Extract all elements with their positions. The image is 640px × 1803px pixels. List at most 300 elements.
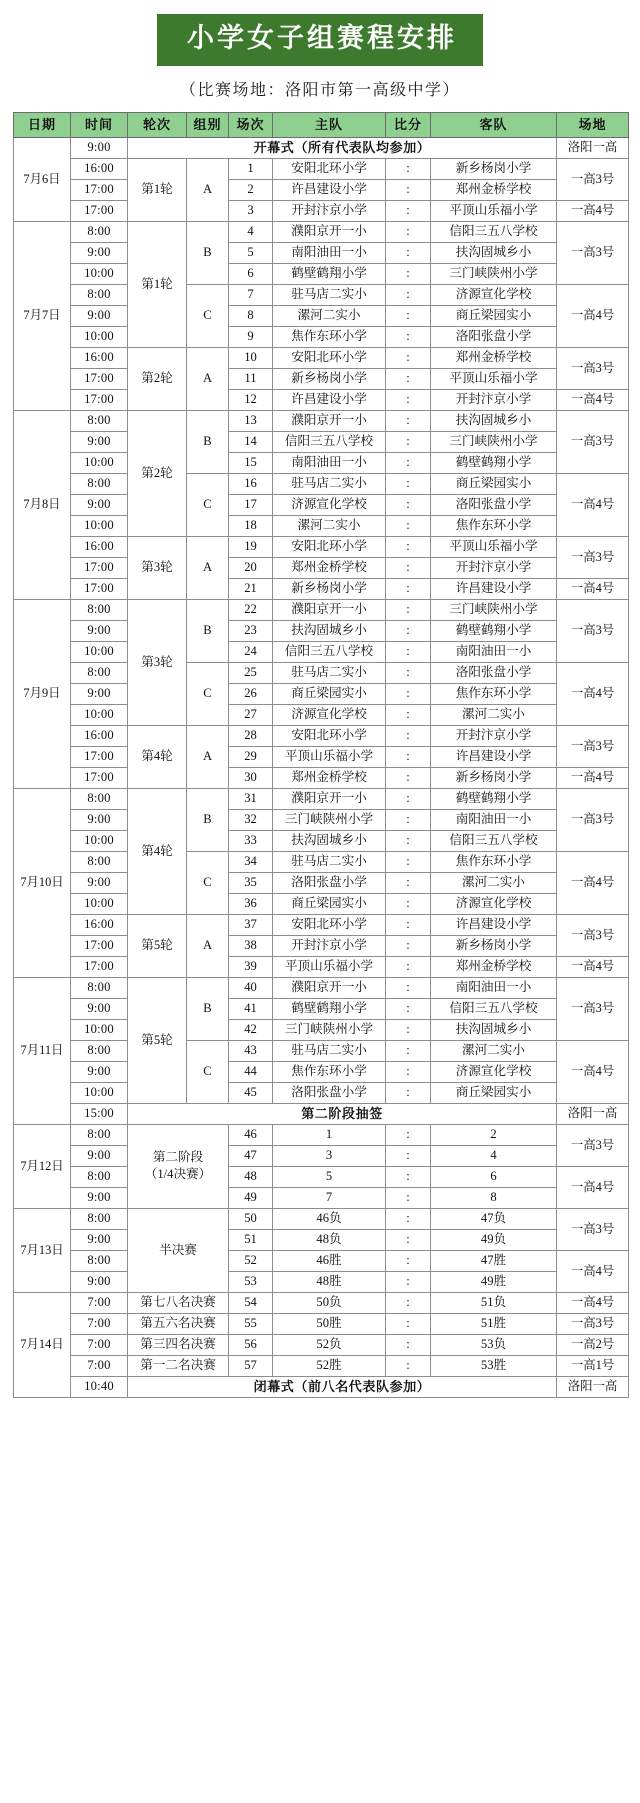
group-cell: A xyxy=(187,536,229,599)
time-cell: 10:00 xyxy=(71,830,128,851)
score-cell: : xyxy=(386,410,431,431)
time-cell: 9:00 xyxy=(71,620,128,641)
score-cell: : xyxy=(386,893,431,914)
venue-cell: 一高3号 xyxy=(557,1124,629,1166)
time-cell: 7:00 xyxy=(71,1355,128,1376)
away-team-cell: 8 xyxy=(431,1187,557,1208)
group-cell: A xyxy=(187,158,229,221)
away-team-cell: 郑州金桥学校 xyxy=(431,179,557,200)
away-team-cell: 鹤壁鹤翔小学 xyxy=(431,452,557,473)
title-container xyxy=(0,0,640,66)
home-team-cell: 济源宣化学校 xyxy=(273,494,386,515)
match-number-cell: 45 xyxy=(229,1082,273,1103)
home-team-cell: 信阳三五八学校 xyxy=(273,431,386,452)
score-cell: : xyxy=(386,1040,431,1061)
score-cell: : xyxy=(386,1187,431,1208)
match-row xyxy=(14,662,629,683)
col-header-match: 场次 xyxy=(229,112,273,137)
match-number-cell: 42 xyxy=(229,1019,273,1040)
match-number-cell: 48 xyxy=(229,1166,273,1187)
score-cell: : xyxy=(386,683,431,704)
group-cell: C xyxy=(187,284,229,347)
score-cell: : xyxy=(386,1271,431,1292)
match-row xyxy=(14,242,629,263)
away-team-cell: 许昌建设小学 xyxy=(431,578,557,599)
table-header xyxy=(14,112,629,137)
match-number-cell: 1 xyxy=(229,158,273,179)
away-team-cell: 6 xyxy=(431,1166,557,1187)
home-team-cell: 7 xyxy=(273,1187,386,1208)
time-cell: 10:00 xyxy=(71,1019,128,1040)
time-cell: 9:00 xyxy=(71,137,128,158)
away-team-cell: 新乡杨岗小学 xyxy=(431,767,557,788)
match-number-cell: 57 xyxy=(229,1355,273,1376)
match-number-cell: 27 xyxy=(229,704,273,725)
group-cell: B xyxy=(187,977,229,1040)
date-cell: 7月14日 xyxy=(14,1292,71,1397)
score-cell: : xyxy=(386,452,431,473)
score-cell: : xyxy=(386,305,431,326)
score-cell: : xyxy=(386,767,431,788)
home-team-cell: 安阳北环小学 xyxy=(273,347,386,368)
date-cell: 7月9日 xyxy=(14,599,71,788)
time-cell: 9:00 xyxy=(71,1187,128,1208)
home-team-cell: 济源宣化学校 xyxy=(273,704,386,725)
date-cell: 7月10日 xyxy=(14,788,71,977)
score-cell: : xyxy=(386,284,431,305)
score-cell: : xyxy=(386,1145,431,1166)
score-cell: : xyxy=(386,620,431,641)
home-team-cell: 扶沟固城乡小 xyxy=(273,620,386,641)
home-team-cell: 濮阳京开一小 xyxy=(273,221,386,242)
score-cell: : xyxy=(386,1334,431,1355)
match-number-cell: 10 xyxy=(229,347,273,368)
group-cell: C xyxy=(187,851,229,914)
away-team-cell: 焦作东环小学 xyxy=(431,683,557,704)
group-cell: A xyxy=(187,914,229,977)
time-cell: 10:00 xyxy=(71,452,128,473)
match-row xyxy=(14,641,629,662)
away-team-cell: 许昌建设小学 xyxy=(431,914,557,935)
away-team-cell: 开封汴京小学 xyxy=(431,725,557,746)
match-row xyxy=(14,893,629,914)
away-team-cell: 济源宣化学校 xyxy=(431,1061,557,1082)
away-team-cell: 51胜 xyxy=(431,1313,557,1334)
away-team-cell: 南阳油田一小 xyxy=(431,809,557,830)
time-cell: 17:00 xyxy=(71,767,128,788)
match-row xyxy=(14,1355,629,1376)
col-header-home: 主队 xyxy=(273,112,386,137)
home-team-cell: 48胜 xyxy=(273,1271,386,1292)
match-row xyxy=(14,326,629,347)
match-row xyxy=(14,1271,629,1292)
time-cell: 9:00 xyxy=(71,494,128,515)
venue-cell: 一高4号 xyxy=(557,1166,629,1208)
away-team-cell: 三门峡陕州小学 xyxy=(431,431,557,452)
home-team-cell: 46胜 xyxy=(273,1250,386,1271)
match-number-cell: 32 xyxy=(229,809,273,830)
round-cell: 第1轮 xyxy=(128,221,187,347)
time-cell: 9:00 xyxy=(71,1145,128,1166)
score-cell: : xyxy=(386,431,431,452)
away-team-cell: 鹤壁鹤翔小学 xyxy=(431,788,557,809)
away-team-cell: 许昌建设小学 xyxy=(431,746,557,767)
venue-cell: 一高4号 xyxy=(557,1292,629,1313)
match-row xyxy=(14,158,629,179)
match-number-cell: 33 xyxy=(229,830,273,851)
away-team-cell: 开封汴京小学 xyxy=(431,557,557,578)
match-row xyxy=(14,410,629,431)
special-event-cell: 开幕式（所有代表队均参加） xyxy=(128,137,557,158)
venue-cell: 一高4号 xyxy=(557,956,629,977)
round-cell: 第一二名决赛 xyxy=(128,1355,229,1376)
home-team-cell: 濮阳京开一小 xyxy=(273,410,386,431)
match-number-cell: 54 xyxy=(229,1292,273,1313)
score-cell: : xyxy=(386,1166,431,1187)
match-number-cell: 55 xyxy=(229,1313,273,1334)
home-team-cell: 焦作东环小学 xyxy=(273,326,386,347)
match-number-cell: 3 xyxy=(229,200,273,221)
time-cell: 17:00 xyxy=(71,746,128,767)
away-team-cell: 51负 xyxy=(431,1292,557,1313)
time-cell: 10:00 xyxy=(71,704,128,725)
time-cell: 10:00 xyxy=(71,1082,128,1103)
match-row xyxy=(14,1187,629,1208)
score-cell: : xyxy=(386,872,431,893)
away-team-cell: 济源宣化学校 xyxy=(431,284,557,305)
time-cell: 8:00 xyxy=(71,599,128,620)
venue-cell: 一高2号 xyxy=(557,1334,629,1355)
home-team-cell: 濮阳京开一小 xyxy=(273,599,386,620)
away-team-cell: 商丘梁园实小 xyxy=(431,473,557,494)
venue-cell: 一高3号 xyxy=(557,977,629,1040)
group-cell: C xyxy=(187,662,229,725)
home-team-cell: 商丘梁园实小 xyxy=(273,683,386,704)
time-cell: 9:00 xyxy=(71,1229,128,1250)
round-cell: 第七八名决赛 xyxy=(128,1292,229,1313)
time-cell: 16:00 xyxy=(71,347,128,368)
time-cell: 17:00 xyxy=(71,935,128,956)
venue-cell: 洛阳一高 xyxy=(557,1376,629,1397)
time-cell: 10:00 xyxy=(71,641,128,662)
match-number-cell: 30 xyxy=(229,767,273,788)
match-row xyxy=(14,725,629,746)
match-row xyxy=(14,935,629,956)
home-team-cell: 新乡杨岗小学 xyxy=(273,368,386,389)
time-cell: 8:00 xyxy=(71,1208,128,1229)
match-row xyxy=(14,431,629,452)
match-number-cell: 24 xyxy=(229,641,273,662)
match-row xyxy=(14,872,629,893)
home-team-cell: 安阳北环小学 xyxy=(273,158,386,179)
away-team-cell: 济源宣化学校 xyxy=(431,893,557,914)
time-cell: 8:00 xyxy=(71,851,128,872)
home-team-cell: 52负 xyxy=(273,1334,386,1355)
match-row xyxy=(14,956,629,977)
away-team-cell: 53负 xyxy=(431,1334,557,1355)
away-team-cell: 三门峡陕州小学 xyxy=(431,599,557,620)
home-team-cell: 三门峡陕州小学 xyxy=(273,1019,386,1040)
venue-cell: 一高3号 xyxy=(557,410,629,473)
schedule-table xyxy=(13,112,629,1398)
away-team-cell: 49负 xyxy=(431,1229,557,1250)
match-number-cell: 46 xyxy=(229,1124,273,1145)
match-number-cell: 37 xyxy=(229,914,273,935)
time-cell: 10:40 xyxy=(71,1376,128,1397)
col-header-group: 组别 xyxy=(187,112,229,137)
match-row xyxy=(14,263,629,284)
round-cell: 第三四名决赛 xyxy=(128,1334,229,1355)
home-team-cell: 驻马店二实小 xyxy=(273,473,386,494)
home-team-cell: 50胜 xyxy=(273,1313,386,1334)
match-number-cell: 15 xyxy=(229,452,273,473)
match-number-cell: 36 xyxy=(229,893,273,914)
time-cell: 10:00 xyxy=(71,326,128,347)
match-row xyxy=(14,1145,629,1166)
match-row xyxy=(14,1166,629,1187)
home-team-cell: 焦作东环小学 xyxy=(273,1061,386,1082)
home-team-cell: 洛阳张盘小学 xyxy=(273,872,386,893)
match-number-cell: 39 xyxy=(229,956,273,977)
home-team-cell: 新乡杨岗小学 xyxy=(273,578,386,599)
venue-cell: 一高4号 xyxy=(557,851,629,914)
home-team-cell: 扶沟固城乡小 xyxy=(273,830,386,851)
time-cell: 17:00 xyxy=(71,200,128,221)
page-title: 小学女子组赛程安排 xyxy=(157,14,483,66)
match-row xyxy=(14,179,629,200)
home-team-cell: 南阳油田一小 xyxy=(273,452,386,473)
away-team-cell: 郑州金桥学校 xyxy=(431,347,557,368)
time-cell: 7:00 xyxy=(71,1334,128,1355)
round-cell: 第五六名决赛 xyxy=(128,1313,229,1334)
home-team-cell: 濮阳京开一小 xyxy=(273,977,386,998)
match-number-cell: 18 xyxy=(229,515,273,536)
away-team-cell: 新乡杨岗小学 xyxy=(431,935,557,956)
match-number-cell: 11 xyxy=(229,368,273,389)
away-team-cell: 焦作东环小学 xyxy=(431,851,557,872)
special-event-cell: 闭幕式（前八名代表队参加） xyxy=(128,1376,557,1397)
venue-cell: 一高3号 xyxy=(557,536,629,578)
score-cell: : xyxy=(386,746,431,767)
score-cell: : xyxy=(386,368,431,389)
score-cell: : xyxy=(386,788,431,809)
venue-cell: 洛阳一高 xyxy=(557,1103,629,1124)
venue-cell: 一高4号 xyxy=(557,473,629,536)
score-cell: : xyxy=(386,851,431,872)
match-row xyxy=(14,1040,629,1061)
match-row xyxy=(14,809,629,830)
round-cell: 第3轮 xyxy=(128,599,187,725)
match-number-cell: 41 xyxy=(229,998,273,1019)
score-cell: : xyxy=(386,1082,431,1103)
ceremony-row xyxy=(14,1376,629,1397)
venue-cell: 一高4号 xyxy=(557,284,629,347)
col-header-venue: 场地 xyxy=(557,112,629,137)
time-cell: 9:00 xyxy=(71,872,128,893)
home-team-cell: 郑州金桥学校 xyxy=(273,767,386,788)
round-cell: 第2轮 xyxy=(128,347,187,410)
home-team-cell: 鹤壁鹤翔小学 xyxy=(273,998,386,1019)
score-cell: : xyxy=(386,704,431,725)
score-cell: : xyxy=(386,536,431,557)
away-team-cell: 47负 xyxy=(431,1208,557,1229)
home-team-cell: 平顶山乐福小学 xyxy=(273,746,386,767)
match-number-cell: 47 xyxy=(229,1145,273,1166)
date-cell: 7月13日 xyxy=(14,1208,71,1292)
score-cell: : xyxy=(386,1292,431,1313)
home-team-cell: 52胜 xyxy=(273,1355,386,1376)
score-cell: : xyxy=(386,1250,431,1271)
match-row xyxy=(14,1313,629,1334)
group-cell: B xyxy=(187,599,229,662)
match-row xyxy=(14,998,629,1019)
away-team-cell: 平顶山乐福小学 xyxy=(431,200,557,221)
home-team-cell: 鹤壁鹤翔小学 xyxy=(273,263,386,284)
score-cell: : xyxy=(386,200,431,221)
venue-cell: 一高4号 xyxy=(557,662,629,725)
match-number-cell: 22 xyxy=(229,599,273,620)
score-cell: : xyxy=(386,179,431,200)
match-number-cell: 49 xyxy=(229,1187,273,1208)
match-row xyxy=(14,1061,629,1082)
home-team-cell: 濮阳京开一小 xyxy=(273,788,386,809)
round-cell: 第1轮 xyxy=(128,158,187,221)
match-row xyxy=(14,914,629,935)
venue-cell: 一高4号 xyxy=(557,1040,629,1103)
match-number-cell: 40 xyxy=(229,977,273,998)
score-cell: : xyxy=(386,494,431,515)
home-team-cell: 许昌建设小学 xyxy=(273,179,386,200)
venue-cell: 一高3号 xyxy=(557,788,629,851)
match-row xyxy=(14,389,629,410)
away-team-cell: 开封汴京小学 xyxy=(431,389,557,410)
match-number-cell: 50 xyxy=(229,1208,273,1229)
match-number-cell: 20 xyxy=(229,557,273,578)
time-cell: 9:00 xyxy=(71,431,128,452)
header-row xyxy=(14,112,629,137)
away-team-cell: 信阳三五八学校 xyxy=(431,998,557,1019)
away-team-cell: 信阳三五八学校 xyxy=(431,830,557,851)
away-team-cell: 洛阳张盘小学 xyxy=(431,326,557,347)
home-team-cell: 3 xyxy=(273,1145,386,1166)
round-cell: 第4轮 xyxy=(128,725,187,788)
venue-cell: 一高1号 xyxy=(557,1355,629,1376)
time-cell: 17:00 xyxy=(71,557,128,578)
match-number-cell: 7 xyxy=(229,284,273,305)
score-cell: : xyxy=(386,809,431,830)
time-cell: 9:00 xyxy=(71,1061,128,1082)
away-team-cell: 2 xyxy=(431,1124,557,1145)
home-team-cell: 48负 xyxy=(273,1229,386,1250)
away-team-cell: 漯河二实小 xyxy=(431,872,557,893)
home-team-cell: 安阳北环小学 xyxy=(273,536,386,557)
match-number-cell: 51 xyxy=(229,1229,273,1250)
match-row xyxy=(14,473,629,494)
match-number-cell: 35 xyxy=(229,872,273,893)
ceremony-row xyxy=(14,1103,629,1124)
home-team-cell: 漯河二实小 xyxy=(273,515,386,536)
time-cell: 9:00 xyxy=(71,305,128,326)
match-number-cell: 25 xyxy=(229,662,273,683)
away-team-cell: 信阳三五八学校 xyxy=(431,221,557,242)
away-team-cell: 南阳油田一小 xyxy=(431,641,557,662)
score-cell: : xyxy=(386,557,431,578)
venue-cell: 一高4号 xyxy=(557,578,629,599)
venue-cell: 一高3号 xyxy=(557,221,629,284)
time-cell: 16:00 xyxy=(71,914,128,935)
venue-cell: 一高4号 xyxy=(557,767,629,788)
away-team-cell: 4 xyxy=(431,1145,557,1166)
home-team-cell: 驻马店二实小 xyxy=(273,1040,386,1061)
venue-cell: 洛阳一高 xyxy=(557,137,629,158)
score-cell: : xyxy=(386,998,431,1019)
round-cell: 第5轮 xyxy=(128,914,187,977)
match-row xyxy=(14,557,629,578)
match-row xyxy=(14,305,629,326)
time-cell: 16:00 xyxy=(71,158,128,179)
time-cell: 17:00 xyxy=(71,956,128,977)
match-row xyxy=(14,452,629,473)
score-cell: : xyxy=(386,1124,431,1145)
group-cell: A xyxy=(187,725,229,788)
match-number-cell: 26 xyxy=(229,683,273,704)
time-cell: 16:00 xyxy=(71,725,128,746)
match-row xyxy=(14,620,629,641)
score-cell: : xyxy=(386,326,431,347)
round-cell: 第5轮 xyxy=(128,977,187,1103)
score-cell: : xyxy=(386,473,431,494)
time-cell: 8:00 xyxy=(71,1124,128,1145)
date-cell: 7月7日 xyxy=(14,221,71,410)
home-team-cell: 安阳北环小学 xyxy=(273,725,386,746)
match-number-cell: 5 xyxy=(229,242,273,263)
score-cell: : xyxy=(386,662,431,683)
match-number-cell: 28 xyxy=(229,725,273,746)
away-team-cell: 鹤壁鹤翔小学 xyxy=(431,620,557,641)
home-team-cell: 信阳三五八学校 xyxy=(273,641,386,662)
score-cell: : xyxy=(386,578,431,599)
time-cell: 9:00 xyxy=(71,998,128,1019)
home-team-cell: 漯河二实小 xyxy=(273,305,386,326)
score-cell: : xyxy=(386,725,431,746)
home-team-cell: 南阳油田一小 xyxy=(273,242,386,263)
match-number-cell: 38 xyxy=(229,935,273,956)
match-number-cell: 44 xyxy=(229,1061,273,1082)
date-cell: 7月8日 xyxy=(14,410,71,599)
match-number-cell: 2 xyxy=(229,179,273,200)
score-cell: : xyxy=(386,389,431,410)
home-team-cell: 洛阳张盘小学 xyxy=(273,1082,386,1103)
date-cell: 7月11日 xyxy=(14,977,71,1124)
match-row xyxy=(14,1082,629,1103)
venue-cell: 一高4号 xyxy=(557,389,629,410)
match-number-cell: 34 xyxy=(229,851,273,872)
time-cell: 8:00 xyxy=(71,977,128,998)
home-team-cell: 1 xyxy=(273,1124,386,1145)
home-team-cell: 开封汴京小学 xyxy=(273,935,386,956)
match-row xyxy=(14,599,629,620)
match-number-cell: 21 xyxy=(229,578,273,599)
round-cell: 半决赛 xyxy=(128,1208,229,1292)
group-cell: B xyxy=(187,788,229,851)
home-team-cell: 安阳北环小学 xyxy=(273,914,386,935)
time-cell: 8:00 xyxy=(71,410,128,431)
score-cell: : xyxy=(386,221,431,242)
match-row xyxy=(14,704,629,725)
round-cell: 第3轮 xyxy=(128,536,187,599)
match-row xyxy=(14,1019,629,1040)
time-cell: 17:00 xyxy=(71,368,128,389)
